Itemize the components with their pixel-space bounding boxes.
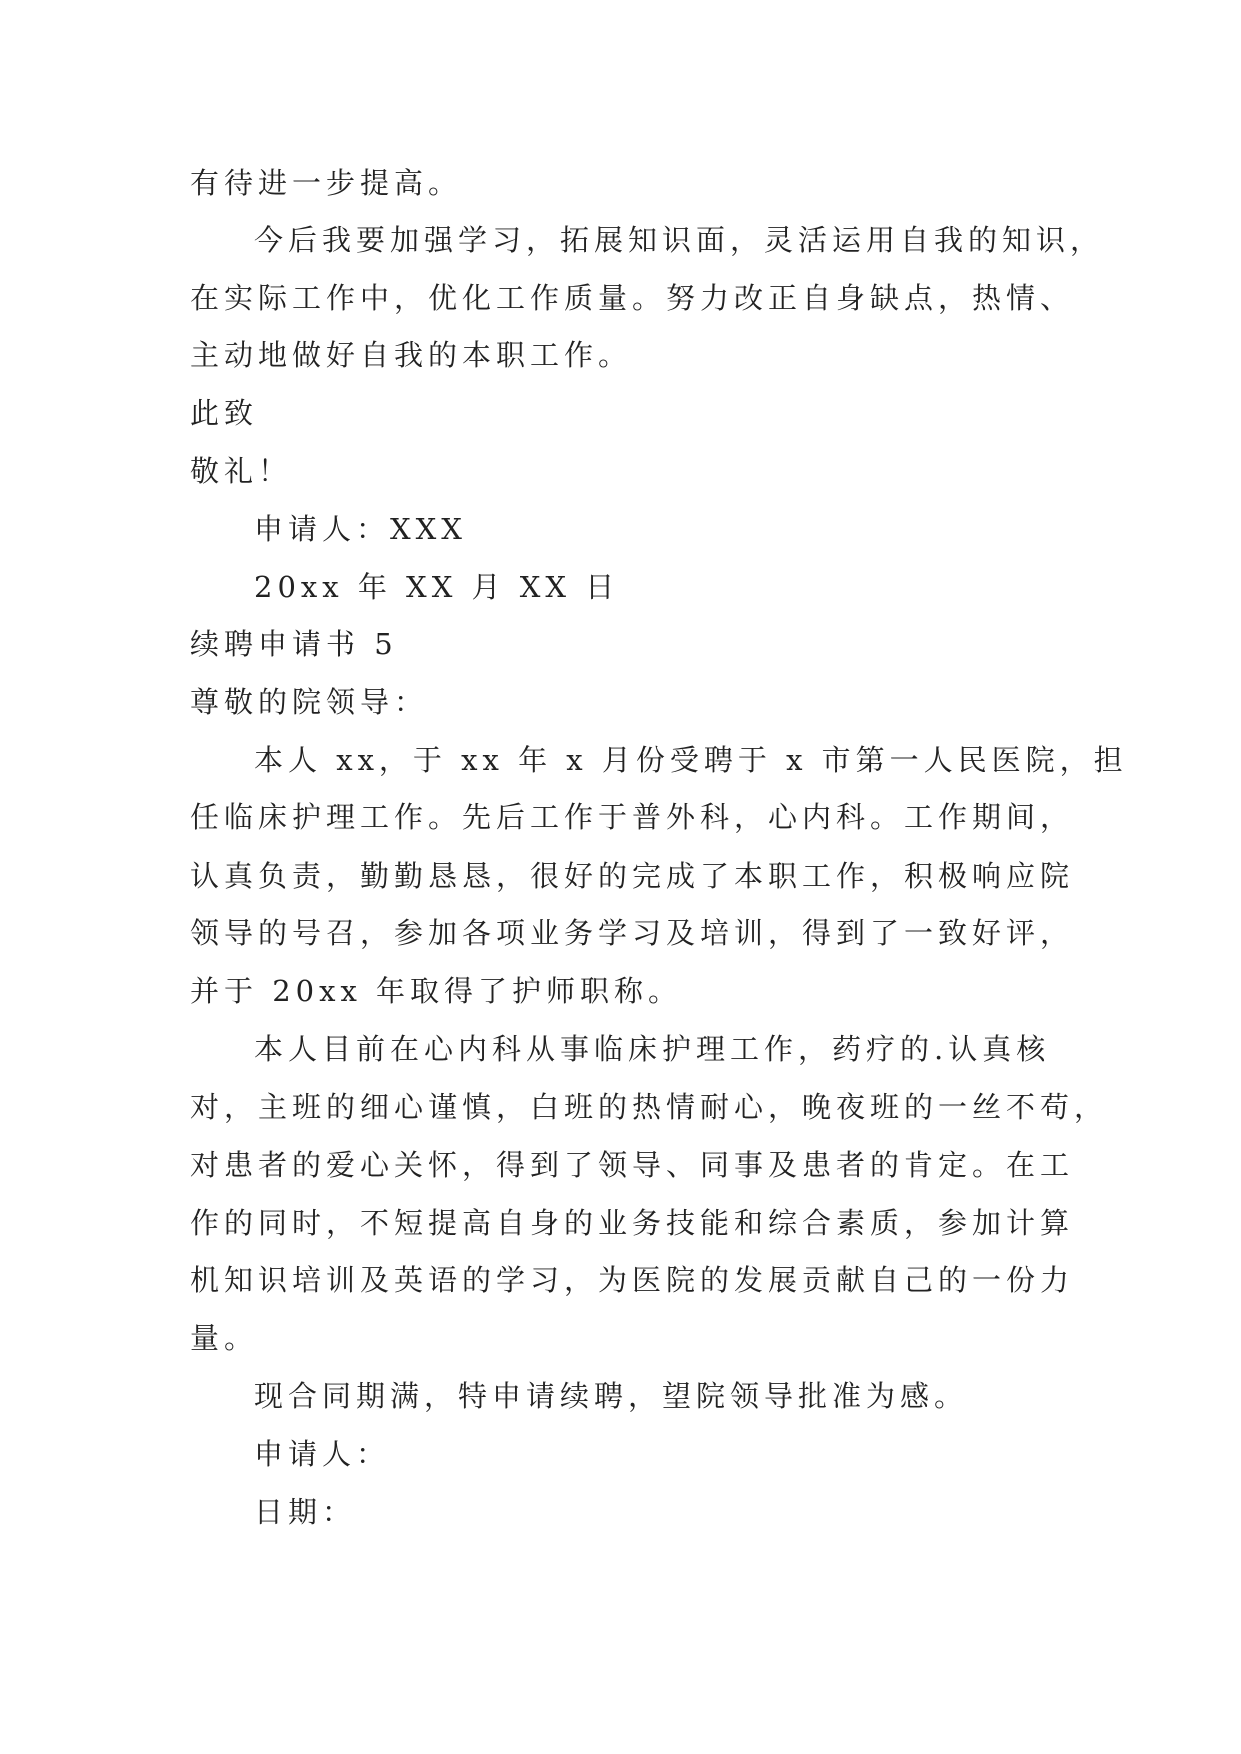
applicant-signature-line: 申请人： (254, 1437, 391, 1471)
text-line: 今后我要加强学习，拓展知识面，灵活运用自我的知识， (254, 223, 1105, 257)
text-line: 有待进一步提高。 (190, 166, 463, 200)
text-line: 机知识培训及英语的学习，为医院的发展贡献自己的一份力 (190, 1263, 1075, 1297)
section-title: 续聘申请书 5 (190, 627, 398, 661)
text-line: 认真负责，勤勤恳恳，很好的完成了本职工作，积极响应院 (190, 859, 1075, 893)
text-line: 并于 20xx 年取得了护师职称。 (190, 974, 683, 1008)
text-line: 作的同时，不短提高自身的业务技能和综合素质，参加计算 (190, 1206, 1075, 1240)
text-line: 本人 xx，于 xx 年 x 月份受聘于 x 市第一人民医院，担 (254, 743, 1128, 777)
text-line: 在实际工作中，优化工作质量。努力改正自身缺点，热情、 (190, 281, 1075, 315)
applicant-line: 申请人：XXX (254, 512, 467, 546)
text-line: 量。 (190, 1321, 259, 1355)
text-line: 此致 (190, 396, 259, 430)
date-signature-line: 日期： (254, 1495, 357, 1529)
text-line: 对，主班的细心谨慎，白班的热情耐心，晚夜班的一丝不苟， (190, 1090, 1109, 1124)
text-line: 本人目前在心内科从事临床护理工作，药疗的.认真核 (254, 1032, 1051, 1066)
text-line: 对患者的爱心关怀，得到了领导、同事及患者的肯定。在工 (190, 1148, 1075, 1182)
text-line: 领导的号召，参加各项业务学习及培训，得到了一致好评， (190, 916, 1075, 950)
salutation: 尊敬的院领导： (190, 685, 429, 719)
date-line: 20xx 年 XX 月 XX 日 (254, 570, 620, 604)
text-line: 主动地做好自我的本职工作。 (190, 338, 633, 372)
text-line: 任临床护理工作。先后工作于普外科，心内科。工作期间， (190, 800, 1075, 834)
text-line: 敬礼！ (190, 454, 293, 488)
text-line: 现合同期满，特申请续聘，望院领导批准为感。 (254, 1379, 969, 1413)
